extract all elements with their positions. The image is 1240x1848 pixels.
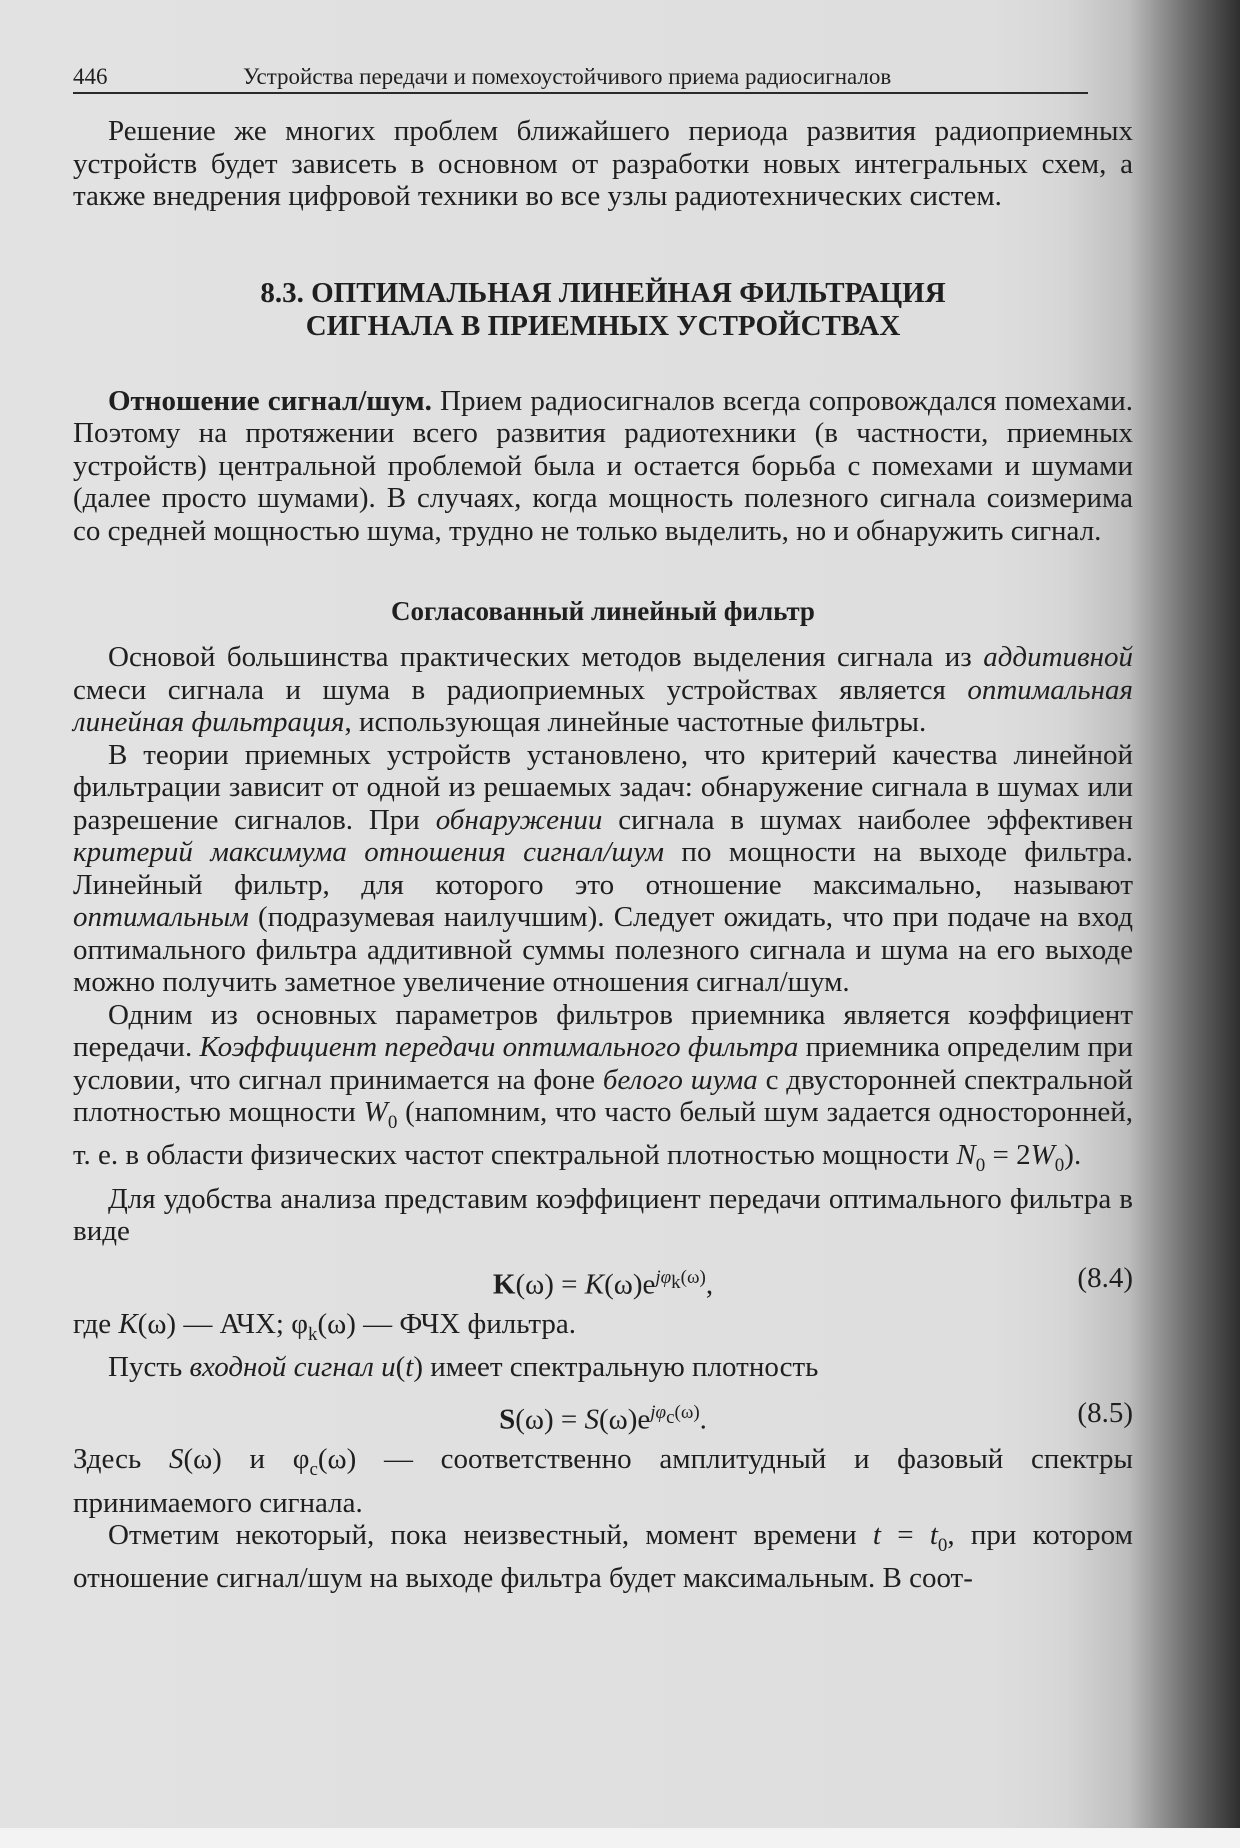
text: приемника определим при условии, что сигнал принимается на фоне [73, 1031, 1134, 1096]
snr-paragraph [73, 385, 1133, 548]
paragraph-2 [73, 739, 1133, 999]
text: (ω)e [598, 1404, 651, 1437]
text: Здесь [73, 1443, 169, 1476]
equation-number: (8.5) [1077, 1397, 1133, 1430]
symbol-w: W [1030, 1139, 1055, 1172]
subscript: c [309, 1459, 318, 1481]
text: по мощности на выходе фильтра. Линейный фильтр, для которого это отношение максимально, называют [73, 836, 1133, 901]
paragraph-5 [73, 1308, 1133, 1351]
scan-bottom-edge [0, 1828, 1240, 1848]
symbol-n: N [956, 1139, 976, 1172]
text: ( [395, 1350, 406, 1383]
symbol-k: K [584, 1268, 605, 1301]
text: В теории приемных устройств установлено, что критерий качества линейной фильтрации зависит от одной из решаемых задач: обнаружение сигнала в шумах или разрешение сигналов. При [73, 738, 1133, 836]
text: (ω)e [604, 1268, 656, 1301]
section-title-line-2: СИГНАЛА В ПРИЕМНЫХ УСТРОЙСТВАХ [305, 309, 901, 342]
symbol-k: K [118, 1307, 138, 1340]
term-additive: аддитивной [983, 641, 1133, 673]
text: с двусторонней спектральной плотностью мощности [73, 1063, 1133, 1128]
subscript: 0 [1054, 1155, 1065, 1177]
text: (ω) = [515, 1268, 585, 1301]
subscript: c [666, 1407, 675, 1429]
exponent [650, 1402, 700, 1429]
vector-k: K [492, 1268, 516, 1301]
symbol-w: W [363, 1096, 388, 1128]
text: (ω) — ФЧХ фильтра. [317, 1307, 577, 1340]
text: (ω) [680, 1266, 706, 1288]
formula-8-4 [73, 1254, 1133, 1304]
term-white-noise: белого шума [602, 1063, 758, 1096]
paragraph-6 [73, 1351, 1133, 1384]
subscript: 0 [387, 1111, 398, 1133]
text: Отметим некоторый, пока неизвестный, момент времени [108, 1519, 873, 1552]
symbol-s: S [168, 1443, 184, 1476]
term-input-signal: входной сигнал u [189, 1350, 396, 1383]
running-title: Устройства передачи и помехоустойчивого приема радиосигналов [243, 64, 892, 89]
subsection-title: Согласованный линейный фильтр [391, 596, 815, 626]
text: где [73, 1307, 119, 1340]
text: ) имеет спектральную плотность [413, 1350, 819, 1383]
text: Основой большинства практических методов выделения сигнала из [108, 641, 984, 673]
equation-number: (8.4) [1077, 1261, 1133, 1294]
subscript: 0 [937, 1534, 948, 1556]
symbol-t: t [872, 1519, 881, 1552]
paragraph-3 [73, 999, 1133, 1183]
paragraph-7 [73, 1443, 1133, 1519]
text: (ω) — АЧХ; φ [137, 1307, 308, 1340]
text: (ω) — соответственно амплитудный и фазовый спектры принимаемого сигнала. [73, 1443, 1133, 1519]
page-number: 446 [73, 64, 108, 89]
text: Одним из основных параметров фильтров приемника является коэффициент передачи. [73, 998, 1133, 1063]
paragraph-1 [73, 641, 1133, 739]
term-max-snr-criterion: критерий максимума отношения сигнал/шум [73, 836, 664, 868]
page-header [73, 62, 1088, 94]
formula-expression [73, 1397, 1133, 1436]
text: = [880, 1519, 930, 1552]
symbol-s: S [584, 1404, 599, 1437]
text: jφ [655, 1266, 672, 1288]
snr-lead: Отношение сигнал/шум. [108, 384, 432, 417]
text: ). [1064, 1139, 1082, 1172]
subscript: 0 [975, 1155, 986, 1177]
section-title [73, 277, 1133, 343]
formula-8-5 [73, 1389, 1133, 1439]
text: смеси сигнала и шума в радиоприемных устройствах является [73, 673, 968, 706]
text: = 2 [985, 1139, 1031, 1172]
text: сигнала в шумах наиболее эффективен [602, 803, 1133, 836]
formula-expression [73, 1262, 1133, 1301]
subscript: k [307, 1323, 318, 1345]
section-title-line-1: 8.3. ОПТИМАЛЬНАЯ ЛИНЕЙНАЯ ФИЛЬТРАЦИЯ [260, 276, 946, 309]
paragraph-8 [73, 1519, 1133, 1595]
paragraph-4: Для удобства анализа представим коэффициент передачи оптимального фильтра в виде [73, 1182, 1133, 1248]
subscript: k [671, 1271, 681, 1293]
term-optimal-filtering: оптимальная линейная фильтрация [73, 673, 1133, 738]
term-transfer-coefficient: Коэффициент передачи оптимального фильтра [199, 1031, 799, 1063]
text: Пусть [108, 1350, 190, 1383]
term-optimal: оптимальным [73, 901, 249, 933]
exponent [655, 1266, 706, 1293]
symbol-t: t [405, 1350, 414, 1383]
text: (напомним, что часто белый шум задается односторонней, т. е. в области физических частот спектральной плотностью мощности [73, 1096, 1133, 1172]
term-detection: обнаружении [435, 803, 603, 836]
text: , при котором отношение сигнал/шум на выходе фильтра будет максимальным. В соот- [73, 1519, 1133, 1595]
symbol-t: t [929, 1519, 938, 1552]
text: jφ [650, 1402, 667, 1424]
text: . [699, 1404, 707, 1437]
intro-paragraph: Решение же многих проблем ближайшего периода развития радиоприемных устройств будет зависеть в основном от разработки новых интегральных схем, а также внедрения цифровой техники во все узлы радиотехнических систем. [73, 115, 1133, 212]
text: (ω) и φ [183, 1443, 310, 1476]
text: (подразумевая наилучшим). Следует ожидать, что при подаче на вход оптимального фильтра аддитивной суммы полезного сигнала и шума на его выходе можно получить заметное увеличение отношения сигнал/шум. [73, 901, 1133, 998]
vector-s: S [499, 1404, 516, 1437]
page-content [73, 115, 1133, 1595]
text: , использующая линейные частотные фильтры. [344, 706, 927, 738]
snr-text: Прием радиосигналов всегда сопровождался помехами. Поэтому на протяжении всего развития радиотехники (в частности, приемных устройств) центральной проблемой была и остается борьба с помехами и шумами (далее просто шумами). В случаях, когда мощность полезного сигнала соизмерима со средней мощностью шума, трудно не только выделить, но и обнаружить сигнал. [73, 384, 1133, 547]
text: (ω) [674, 1402, 700, 1424]
text: (ω) = [515, 1404, 585, 1437]
text: , [705, 1268, 714, 1301]
